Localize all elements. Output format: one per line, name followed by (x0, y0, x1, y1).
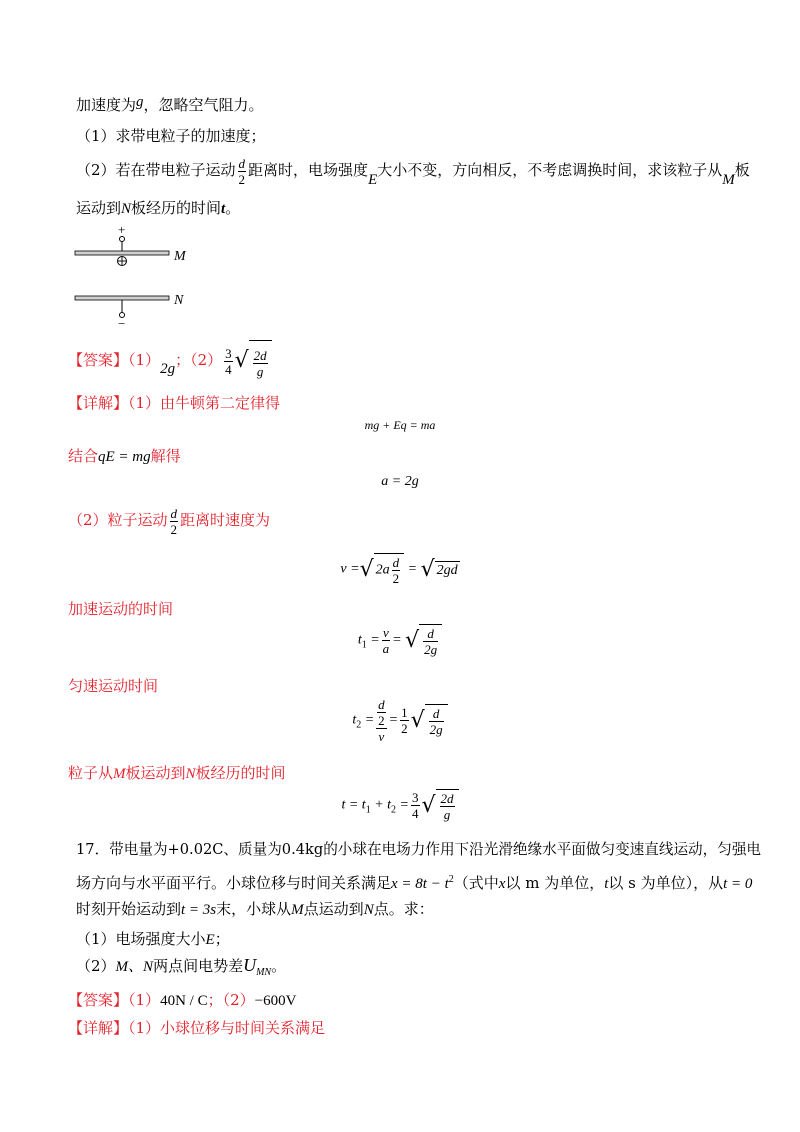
eq-t2: $t_2$ = $\frac{\frac{d}{2}}{v}$ = $\frac{1}{2}$ √ $\frac{d}{2g}$ (0, 697, 800, 744)
plate-n-label: N (174, 293, 184, 308)
eq-accel: a = 2g (381, 474, 419, 489)
p16-combine: 结合qE = mg解得 (68, 447, 181, 465)
p17-question-1: （1）电场强度大小E； (76, 930, 230, 948)
eq-velocity: v =√ 2a $\frac{d}{2}$ = √ 2gd (340, 555, 458, 586)
p16-detail: 【详解】（1）由牛顿第二定律得 (68, 394, 281, 412)
plate-m-label: M (174, 249, 186, 264)
p17-detail: 【详解】（1）小球位移与时间关系满足 (68, 1019, 326, 1037)
p17-line1: 17．带电量为+0.02C、质量为0.4kg的小球在电场力作用下沿光滑绝缘水平面做匀变速直线运动，匀强电 (76, 841, 762, 858)
p16-accel-time-label: 加速运动的时间 (68, 600, 174, 618)
p16-total-time-label: 粒子从M板运动到N板经历的时间 (68, 764, 286, 782)
eq-t1: $t_1$ = $\frac{v}{a}$ = √ $\frac{d}{2g}$ (0, 624, 800, 657)
p16-question-2-cont: 运动到N板经历的时间t。 (76, 199, 241, 217)
p16-uniform-time-label: 匀速运动时间 (68, 677, 159, 695)
p17-answer: 【答案】（1）40N / C；（2）−600V (68, 991, 297, 1009)
p17-line3: 时刻开始运动到t = 3s末，小球从M点运动到N点。求： (76, 900, 434, 918)
p16-detail-2: （2）粒子运动 $\frac{d}{2}$ 距离时速度为 (68, 505, 271, 537)
p16-question-1: （1）求带电粒子的加速度； (76, 127, 266, 145)
p16-line1: 加速度为g，忽略空气阻力。 (76, 94, 264, 114)
minus-terminal-label: − (118, 316, 126, 331)
capacitor-plates-diagram (70, 222, 210, 332)
plate-n (75, 296, 169, 300)
plus-terminal-label: + (118, 222, 126, 237)
eq-total-time: $t = t_1 + t_2$ = $\frac{3}{4}$ √ $\frac{2d}{g}$ (0, 789, 800, 822)
p17-question-2: （2）M、N两点间电势差$U_{MN}$。 (76, 955, 287, 978)
p16-answer: 【答案】（1）2g；（2） $\frac{3}{4}$ √ $\frac{2d}{g}$ (68, 340, 272, 382)
eq-newton: mg + Eq = ma (364, 418, 436, 432)
plate-m (75, 251, 169, 255)
p16-question-2: （2）若在带电粒子运动 $\frac{d}{2}$ 距离时，电场强度E大小不变，方向相反，不考虑调换时间，求该粒子从M板 (76, 155, 750, 188)
p17-line2: 场方向与水平面平行。小球位移与时间关系满足$x = 8t - t^2$（式中x以 m 为单位，t以 s 为单位），从t = 0 (76, 874, 753, 892)
